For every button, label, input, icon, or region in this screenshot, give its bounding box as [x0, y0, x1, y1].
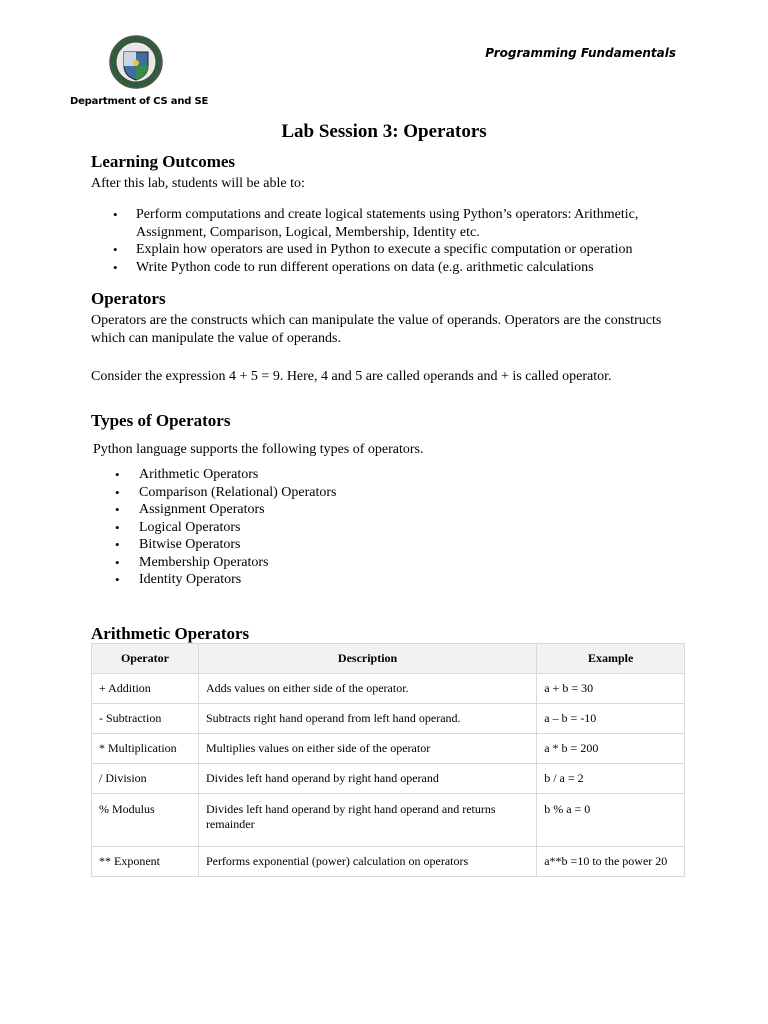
table-row: [92, 794, 685, 847]
bullet-icon: •: [115, 519, 120, 535]
types-heading: Types of Operators: [91, 411, 231, 430]
list-item: [115, 519, 539, 537]
example-cell: a – b = -10: [537, 704, 685, 734]
example-cell: a * b = 200: [537, 734, 685, 764]
bullet-icon: •: [115, 537, 120, 552]
list-item-text: Logical Operators: [139, 519, 241, 535]
description-cell: Performs exponential (power) calculation on operators: [198, 847, 536, 877]
description-cell: Divides left hand operand by right hand operand and returns remainder: [198, 794, 536, 847]
page-title: Lab Session 3: Operators: [281, 121, 487, 142]
operator-cell: / Division: [92, 764, 199, 794]
department-label: Department of CS and SE: [70, 96, 209, 107]
operator-cell: ** Exponent: [92, 847, 199, 877]
example-cell: a + b = 30: [537, 674, 685, 704]
description-cell: Adds values on either side of the operator.: [198, 674, 536, 704]
operators-definition: Operators are the constructs which can manipulate the value of operands. Operators are the constructs which can manipulate the value of operands.: [91, 313, 662, 346]
example-cell: b / a = 2: [537, 764, 685, 794]
description-cell: Divides left hand operand by right hand operand: [198, 764, 536, 794]
types-intro: Python language supports the following types of operators.: [93, 442, 424, 457]
list-item: [115, 554, 539, 572]
types-list: [115, 466, 539, 589]
list-item-text: Write Python code to run different operations on data (e.g. arithmetic calculations: [136, 259, 594, 275]
operator-cell: * Multiplication: [92, 734, 199, 764]
list-item-text: Assignment Operators: [139, 502, 265, 517]
table-header-row: [92, 644, 685, 674]
list-item: [115, 536, 539, 554]
list-item-text: Identity Operators: [139, 572, 242, 587]
bullet-icon: •: [113, 259, 118, 275]
list-item-text: Explain how operators are used in Python to execute a specific computation or operation: [136, 242, 633, 257]
table-row: [92, 674, 685, 704]
list-item-text: Bitwise Operators: [139, 537, 241, 552]
learning-outcomes-intro: After this lab, students will be able to:: [91, 176, 305, 191]
operator-cell: % Modulus: [92, 794, 199, 847]
list-item-text: Membership Operators: [139, 554, 269, 570]
operators-heading: Operators: [91, 289, 166, 308]
list-item: [113, 241, 656, 259]
column-header-example: Example: [537, 644, 685, 674]
example-cell: a**b =10 to the power 20: [537, 847, 685, 877]
column-header-operator: Operator: [92, 644, 199, 674]
table-row: [92, 704, 685, 734]
list-item: [115, 484, 539, 502]
list-item-text: Arithmetic Operators: [139, 467, 259, 482]
arithmetic-heading: Arithmetic Operators: [91, 624, 250, 643]
list-item-text: Comparison (Relational) Operators: [139, 484, 337, 500]
list-item: [113, 259, 656, 277]
bullet-icon: •: [115, 484, 120, 500]
learning-outcomes-list: [113, 206, 656, 276]
course-title: Programming Fundamentals: [485, 46, 676, 60]
list-item-text: Perform computations and create logical statements using Python’s operators: Arithmetic, Assignment, Comparison, Logical, Membership, Identity etc.: [136, 207, 639, 240]
example-cell: b % a = 0: [537, 794, 685, 847]
university-logo: [109, 34, 163, 92]
operator-cell: + Addition: [92, 674, 199, 704]
arithmetic-operators-table: [91, 643, 685, 877]
list-item: [113, 206, 656, 241]
description-cell: Multiplies values on either side of the operator: [198, 734, 536, 764]
list-item: [115, 466, 539, 484]
bullet-icon: •: [115, 467, 120, 482]
description-cell: Subtracts right hand operand from left hand operand.: [198, 704, 536, 734]
bullet-icon: •: [115, 502, 120, 517]
table-row: [92, 847, 685, 877]
operator-cell: - Subtraction: [92, 704, 199, 734]
list-item: [115, 571, 539, 589]
bullet-icon: •: [115, 554, 120, 570]
bullet-icon: •: [113, 242, 118, 257]
column-header-description: Description: [198, 644, 536, 674]
learning-outcomes-heading: Learning Outcomes: [91, 152, 236, 171]
list-item: [115, 501, 539, 519]
table-row: [92, 764, 685, 794]
table-row: [92, 734, 685, 764]
bullet-icon: •: [113, 207, 118, 222]
bullet-icon: •: [115, 572, 120, 587]
operators-example: Consider the expression 4 + 5 = 9. Here, 4 and 5 are called operands and + is called operator.: [91, 369, 612, 384]
